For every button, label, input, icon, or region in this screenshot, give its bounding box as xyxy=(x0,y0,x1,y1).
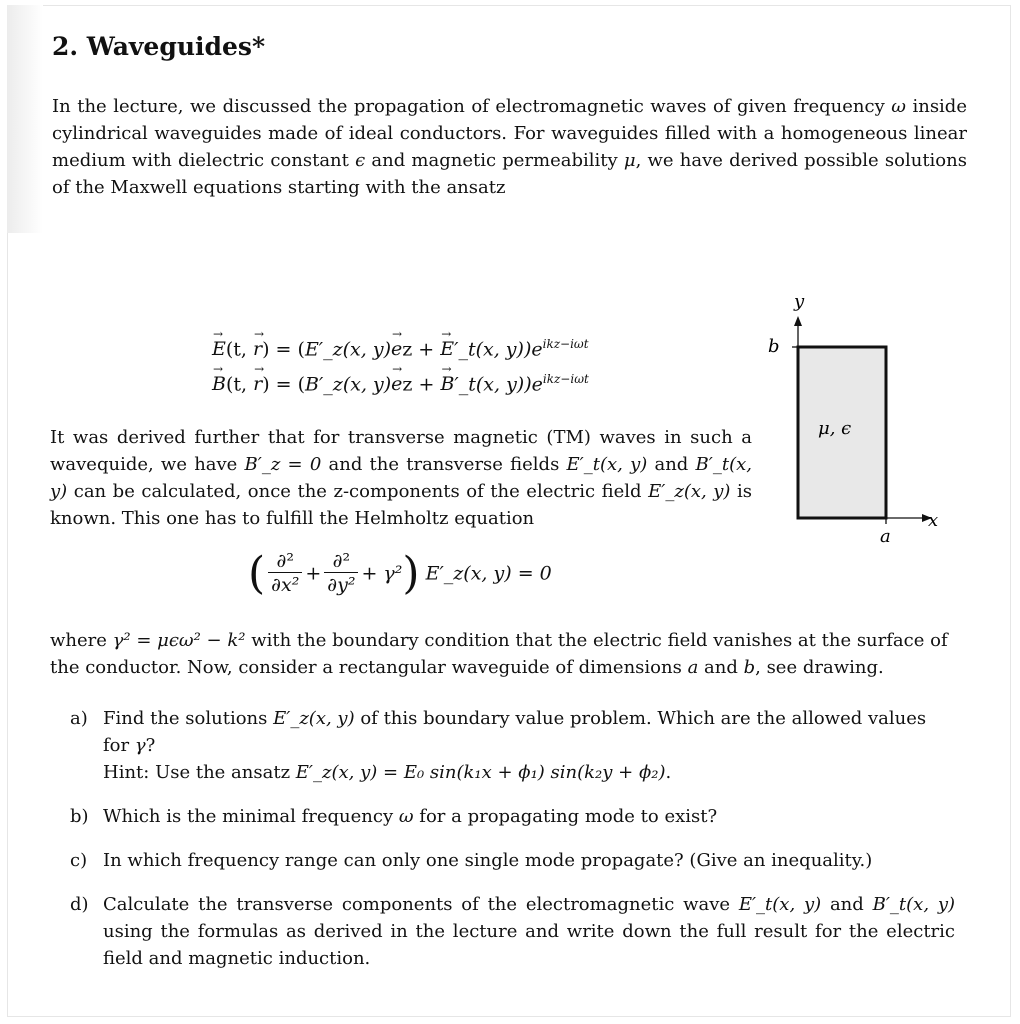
e-field-equation xyxy=(212,337,589,360)
intro-text-4: , we have derived possible solutions of the Maxwell equations starting with the ansatz xyxy=(52,150,967,198)
d2dx2-fraction xyxy=(268,550,302,597)
mu-symbol: μ xyxy=(623,150,636,171)
where-text-1: where xyxy=(50,630,113,651)
gamma-definition: γ² = μϵω² − k² xyxy=(112,630,246,651)
tm-text-1: It was derived further that for transverse magnetic (TM) waves in such a wavequide, we have xyxy=(50,427,752,475)
tm-text-3: can be calculated, once the z-components of the electric field xyxy=(67,481,649,502)
waveguide-diagram xyxy=(760,290,940,560)
frac2-den: ∂y² xyxy=(327,574,356,596)
bt-vector-symbol: → B xyxy=(440,373,454,395)
e-lhs-args: (t, xyxy=(225,338,254,361)
qb-text-1: Which is the minimal frequency xyxy=(103,806,399,827)
where-paragraph xyxy=(50,627,955,681)
e-lhs-close: ) = ( xyxy=(262,338,305,361)
bt-field: B′_t(x, y) xyxy=(50,454,752,502)
bt-args: ′_t(x, y))e xyxy=(454,373,543,396)
left-paren: ( xyxy=(248,548,266,599)
bz-zero: B′_z = 0 xyxy=(244,454,322,475)
ez-field: E′_z(x, y) xyxy=(648,481,731,502)
b-lhs-args: (t, xyxy=(225,373,254,396)
dim-b: b xyxy=(743,657,756,678)
qa-text-1: Find the solutions xyxy=(103,708,274,729)
r-vector-symbol: → r xyxy=(253,338,262,360)
qa-text-2: of this boundary value problem. Which are the allowed values for xyxy=(103,708,927,756)
qb-text-2: for a propagating mode to exist? xyxy=(413,806,718,827)
qb-math-1: ω xyxy=(398,806,414,827)
ez-term: E′_z(x, y) xyxy=(304,338,391,361)
question-c xyxy=(70,847,955,874)
epsilon-symbol: ϵ xyxy=(355,150,366,171)
qa-text-3: ? xyxy=(145,735,156,756)
qd-math-1: E′_t(x, y) xyxy=(738,894,822,915)
qa-hint: Hint: Use the ansatz xyxy=(103,762,296,783)
intro-text-1: In the lecture, we discussed the propagation of electromagnetic waves of given frequency xyxy=(52,96,892,117)
omega-symbol: ω xyxy=(891,96,906,117)
intro-text-3: and magnetic permeability xyxy=(365,150,624,171)
a-label: a xyxy=(880,526,891,547)
question-list xyxy=(70,705,955,989)
y-axis-label: y xyxy=(794,291,805,312)
x-axis-label: x xyxy=(928,510,939,531)
where-and: and xyxy=(698,657,744,678)
tm-text-4: is known. This one has to fulfill the Helmholtz equation xyxy=(50,481,752,529)
frac2-num: ∂² xyxy=(324,550,358,573)
intro-paragraph xyxy=(52,93,967,201)
qa-hint-math: E′_z(x, y) = E₀ sin(k₁x + ϕ₁) sin(k₂y + ϕ₂) xyxy=(295,762,666,783)
question-a-label: a) xyxy=(70,708,88,729)
frac1-den: ∂x² xyxy=(271,574,300,596)
question-a xyxy=(70,705,955,786)
qd-math-2: B′_t(x, y) xyxy=(872,894,956,915)
qd-and: and xyxy=(821,894,873,915)
question-d xyxy=(70,891,955,972)
tm-paragraph xyxy=(50,424,752,532)
where-text-2: with the boundary condition that the electric field vanishes at the surface of the conductor. Now, consider a rectangular waveguide of dimensions xyxy=(50,630,948,678)
medium-label: μ, ϵ xyxy=(818,418,852,439)
qa-math-2: γ xyxy=(134,735,146,756)
et-args: ′_t(x, y))e xyxy=(454,338,543,361)
helmholtz-equation xyxy=(248,548,552,599)
b-label: b xyxy=(768,336,780,357)
bz-unit-vector: → e xyxy=(391,373,402,395)
helm-plus: + xyxy=(305,562,322,585)
qd-text-2: using the formulas as derived in the lecture and write down the full result for the electric field and magnetic induction. xyxy=(103,921,955,969)
y-axis-arrow-icon xyxy=(794,316,802,326)
qd-text-1: Calculate the transverse components of the electromagnetic wave xyxy=(103,894,739,915)
frac1-num: ∂² xyxy=(268,550,302,573)
section-title: 2. Waveguides* xyxy=(52,32,266,61)
r-vector-symbol-2: → r xyxy=(253,373,262,395)
qa-math-1: E′_z(x, y) xyxy=(273,708,355,729)
b-vector-symbol: → B xyxy=(212,373,226,395)
e-exponent: ikz−iωt xyxy=(542,337,589,351)
b-exponent: ikz−iωt xyxy=(542,372,589,386)
question-b xyxy=(70,803,955,830)
qa-hint-end: . xyxy=(665,762,672,783)
b-field-equation xyxy=(212,372,589,395)
tm-and: and xyxy=(647,454,696,475)
question-c-label: c) xyxy=(70,850,88,871)
where-text-3: , see drawing. xyxy=(755,657,884,678)
helm-rhs: E′_z(x, y) = 0 xyxy=(425,562,552,585)
d2dy2-fraction xyxy=(324,550,358,597)
gamma-term: + γ² xyxy=(361,562,403,585)
et-field: E′_t(x, y) xyxy=(566,454,648,475)
right-paren: ) xyxy=(402,548,420,599)
et-vector-symbol: → E xyxy=(440,338,454,360)
page-edge-shadow xyxy=(7,5,43,233)
question-b-label: b) xyxy=(70,806,89,827)
e-plus: z + xyxy=(402,338,441,361)
e-vector-symbol: → E xyxy=(212,338,226,360)
bz-term: B′_z(x, y) xyxy=(305,373,392,396)
question-d-label: d) xyxy=(70,894,89,915)
tm-text-2: and the transverse fields xyxy=(321,454,567,475)
qc-text-1: In which frequency range can only one single mode propagate? (Give an inequality.) xyxy=(103,850,873,871)
intro-text-2: inside cylindrical waveguides made of ideal conductors. For waveguides filled with a homogeneous linear medium with dielectric constant xyxy=(52,96,967,171)
ez-unit-vector: → e xyxy=(391,338,402,360)
b-plus: z + xyxy=(402,373,441,396)
b-lhs-close: ) = ( xyxy=(262,373,306,396)
dim-a: a xyxy=(687,657,699,678)
